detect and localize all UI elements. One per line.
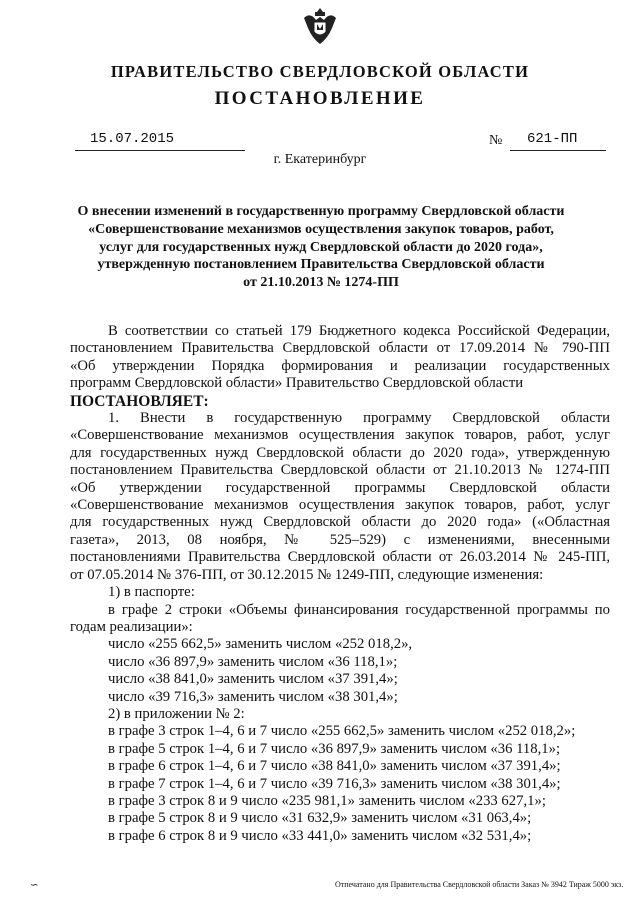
body-line: число «36 897,9» заменить числом «36 118,1»; <box>108 653 398 670</box>
body-line: для государственных нужд Свердловской области до 2020 года» («Областная <box>70 514 610 531</box>
document-type: ПОСТАНОВЛЕНИЕ <box>214 88 426 109</box>
title-line: О внесении изменений в государственную программу Свердловской области <box>77 204 565 219</box>
body-line: «Совершенствование механизмов осуществления закупок товаров, работ, услуг <box>70 497 610 514</box>
body-line: в графе 5 строк 1–4, 6 и 7 число «36 897,9» заменить числом «36 118,1»; <box>108 740 561 757</box>
document-number: 621-ПП <box>527 131 578 147</box>
title-line: услуг для государственных нужд Свердловской области до 2020 года», <box>99 239 543 255</box>
body-line: годам реализации»: <box>70 618 193 635</box>
body-line: в графе 2 строки «Объемы финансирования государственной программы по <box>108 601 610 618</box>
date-underline <box>75 150 245 151</box>
body-line: в графе 6 строк 8 и 9 число «33 441,0» заменить числом «32 531,4»; <box>108 827 532 844</box>
document-body <box>70 323 610 845</box>
body-line: в графе 5 строк 8 и 9 число «31 632,9» заменить числом «31 063,4»; <box>108 810 532 827</box>
body-line: программ Свердловской области» Правительство Свердловской области <box>70 375 524 392</box>
body-line: газета», 2013, 08 ноября, № 525–529) с изменениями, внесенными <box>70 531 610 548</box>
body-line: «Совершенствование механизмов осуществления закупок товаров, работ, услуг <box>70 427 610 444</box>
coat-of-arms-icon <box>300 6 340 50</box>
body-line: постановлением Правительства Свердловской области от 17.09.2014 № 790-ПП <box>70 340 610 357</box>
body-line: в графе 3 строк 8 и 9 число «235 981,1» заменить числом «233 627,1»; <box>108 792 546 809</box>
body-line: для государственных нужд Свердловской области до 2020 года», утвержденную <box>70 444 610 461</box>
city: г. Екатеринбург <box>273 152 367 167</box>
footer-mark: ∽ <box>30 880 39 891</box>
body-line: число «39 716,3» заменить числом «38 301,4»; <box>108 688 398 705</box>
body-line: в графе 6 строк 1–4, 6 и 7 число «38 841,0» заменить числом «37 391,4»; <box>108 758 561 775</box>
body-line: постановлением Правительства Свердловской области от 21.10.2013 № 1274-ПП <box>70 462 610 479</box>
print-imprint: Отпечатано для Правительства Свердловской области Заказ № 3942 Тираж 5000 экз. <box>335 880 624 889</box>
number-underline <box>510 150 606 151</box>
body-line: число «38 841,0» заменить числом «37 391,4»; <box>108 671 398 688</box>
body-line: 1. Внести в государственную программу Свердловской области <box>108 410 610 427</box>
body-line: постановлениями Правительства Свердловской области от 26.03.2014 № 245-ПП, <box>70 549 610 566</box>
document-date: 15.07.2015 <box>90 131 175 147</box>
body-line: в графе 7 строк 1–4, 6 и 7 число «39 716,3» заменить числом «38 301,4»; <box>108 775 561 792</box>
body-line: «Об утверждении государственной программы Свердловской области <box>70 479 610 496</box>
document-title <box>70 203 572 292</box>
title-line: утвержденную постановлением Правительства Свердловской области <box>97 257 545 273</box>
government-name: ПРАВИТЕЛЬСТВО СВЕРДЛОВСКОЙ ОБЛАСТИ <box>110 62 530 81</box>
body-line: в графе 3 строк 1–4, 6 и 7 число «255 662,5» заменить числом «252 018,2»; <box>108 723 576 740</box>
body-line: число «255 662,5» заменить числом «252 018,2», <box>108 636 413 653</box>
body-line: В соответствии со статьей 179 Бюджетного кодекса Российской Федерации, <box>108 323 610 339</box>
body-line: 1) в паспорте: <box>108 584 195 601</box>
body-line: от 07.05.2014 № 376-ПП, от 30.12.2015 № 1249-ПП, следующие изменения: <box>70 566 544 583</box>
decrees-heading: ПОСТАНОВЛЯЕТ: <box>70 392 209 410</box>
body-line: 2) в приложении № 2: <box>108 705 245 722</box>
body-line: «Об утверждении Порядка формирования и реализации государственных <box>70 357 610 374</box>
title-line: от 21.10.2013 № 1274-ПП <box>243 275 399 291</box>
number-sign: № <box>489 133 503 148</box>
title-line: «Совершенствование механизмов осуществления закупок товаров, работ, <box>88 221 554 237</box>
